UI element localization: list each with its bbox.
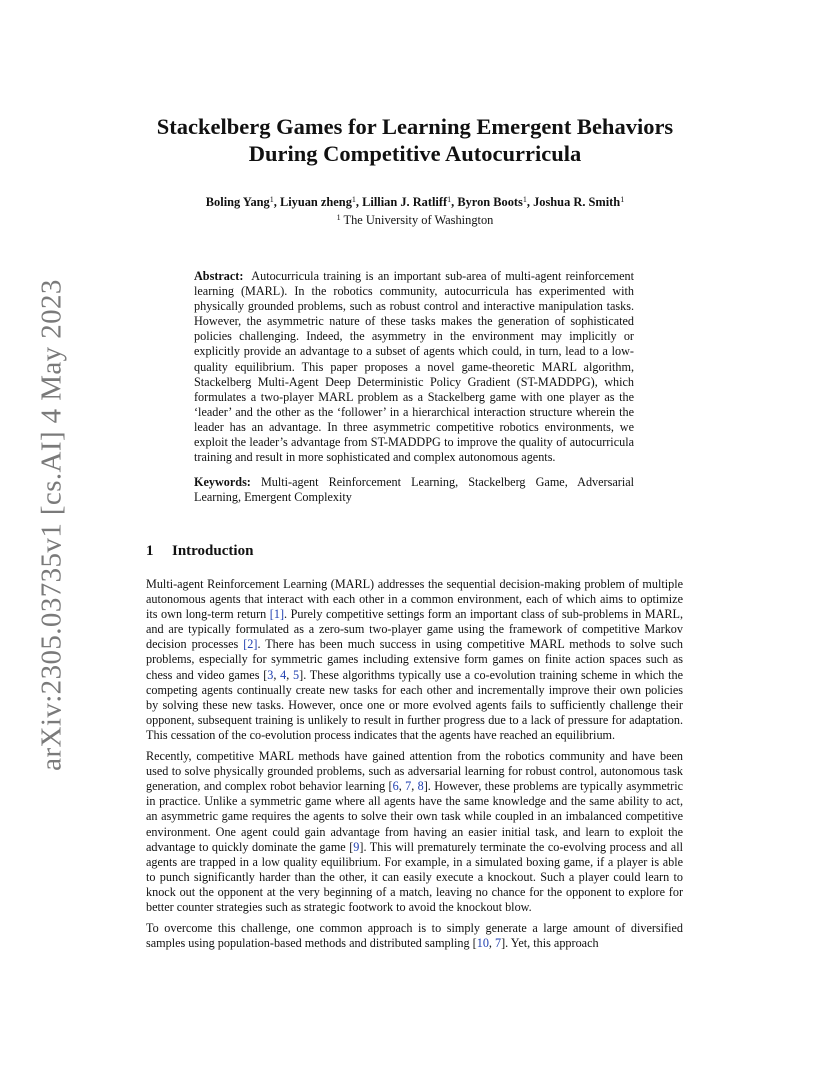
- citation-link[interactable]: 5: [293, 667, 300, 682]
- body-text-run: . Purely competitive settings form an important class of sub-problems in MARL, and are typically formulated as a zero-sum two-player game using the framework of competitive Markov decision processes: [146, 607, 683, 652]
- author-affiliation-mark: 1: [522, 195, 527, 204]
- body-text-run: ]. Yet, this approach: [501, 936, 599, 951]
- citation-link[interactable]: 8: [417, 779, 424, 794]
- section-title: Introduction: [172, 543, 254, 559]
- body-paragraph: [146, 921, 683, 951]
- title-line: During Competitive Autocurricula: [248, 141, 582, 166]
- body-text-run: Recently, competitive MARL methods have gained attention from the robotics community and have been used to solve physically grounded problems, such as adversarial learning for robust control, autonomous task generation, and complex robot behavior learning [: [146, 749, 683, 794]
- body-text-run: . There has been much success in using competitive MARL methods to solve such problems, especially for symmetric games including extensive form games on finite action spaces such as chess and video games [: [146, 637, 683, 682]
- author-name: Byron Boots$^1$,: [457, 195, 534, 209]
- author-name: Boling Yang$^1$,: [205, 195, 280, 209]
- citation-link[interactable]: 4: [280, 667, 287, 682]
- body-paragraph: [146, 577, 683, 743]
- citation-link[interactable]: 7: [495, 936, 502, 951]
- affiliation-text: The University of Washington: [340, 213, 494, 227]
- author-name: Lillian J. Ratliff$^1$,: [362, 195, 458, 209]
- citation-link[interactable]: 3: [267, 667, 274, 682]
- author-affiliation-mark: 1: [620, 195, 625, 204]
- author-affiliation-mark: 1: [351, 195, 356, 204]
- citation-link[interactable]: [1]: [269, 607, 285, 622]
- body-text-run: ]. These algorithms typically use a co-evolution training scheme in which the competing agents continually create new tasks for each other and incrementally improve their own policies by solving these new tasks. However, once one or more evolved agents fails to sufficiently challenge their opponent, subsequent training is unlikely to result in further progress due to a lack of pressure for adaptation. This cessation of the co-evolution process indicates that the agents have reached an equilibrium.: [146, 667, 683, 742]
- section-heading: [146, 543, 253, 560]
- author-affiliation-mark: 1: [269, 195, 274, 204]
- abstract-label: Abstract:: [194, 269, 244, 283]
- affiliation-mark: 1: [336, 213, 341, 222]
- arxiv-identifier: arXiv:2305.03735v1 [cs.AI] 4 May 2023: [35, 279, 68, 771]
- body-text-run: ,: [488, 936, 495, 951]
- citation-link[interactable]: 6: [392, 779, 399, 794]
- introduction-body: [146, 577, 683, 957]
- affiliation: [120, 210, 710, 228]
- citation-link[interactable]: 7: [405, 779, 412, 794]
- keywords-label: Keywords:: [194, 475, 251, 490]
- paper-title: [120, 113, 710, 167]
- author-affiliation-mark: 1: [447, 195, 452, 204]
- keywords-text: Multi-agent Reinforcement Learning, Stackelberg Game, Adversarial Learning, Emergent Complexity: [194, 475, 635, 505]
- citation-link[interactable]: [2]: [243, 637, 258, 652]
- body-text-run: ,: [398, 779, 406, 794]
- body-text-run: ]. This will prematurely terminate the co-evolving process and all agents are trapped in a low quality equilibrium. For example, in a simulated boxing game, if a player is able to punch significantly harder than the other, it can easily execute a knockout. Such a player could learn to knock out the opponent at the very beginning of a match, leaving no chance for the opponent to explore for better counter strategies such as strategic footwork to avoid the knockout blow.: [146, 839, 683, 914]
- abstract-text: Autocurricula training is an important sub-area of multi-agent reinforcement learning (MARL). In the robotics community, autocurricula has experimented with physically grounded problems, such as robust control and interactive manipulation tasks. However, the asymmetric nature of these tasks makes the generation of sophisticated policies challenging. Indeed, the asymmetry in the environment may implicitly or explicitly provide an advantage to a subset of agents which could, in turn, lead to a low-quality equilibrium. This paper proposes a novel game-theoretic MARL algorithm, Stackelberg Multi-Agent Deep Deterministic Policy Gradient (ST-MADDPG), which formulates a two-player MARL problem as a Stackelberg game with one player as the ‘leader’ and the other as the ‘follower’ in a hierarchical interaction structure wherein the leader has an advantage. In three asymmetric competitive robotics environments, we exploit the leader’s advantage from ST-MADDPG to improve the quality of autocurricula training and result in more sophisticated and complex autonomous agents.: [194, 269, 634, 465]
- citation-link[interactable]: 10: [476, 936, 489, 951]
- body-text-run: ]. However, these problems are typically asymmetric in practice. Unlike a symmetric game where all agents have the same knowledge and the same ability to act, an asymmetric game requires the agents to solve their own task while coupled in an imbalanced competitive environment. One agent could gain advantage from having an easier initial task, and learn to exploit the advantage to quickly dominate the game [: [146, 779, 684, 854]
- author-block: [120, 192, 710, 228]
- author-name: Joshua R. Smith$^1$: [533, 195, 625, 209]
- author-name: Liyuan zheng$^1$,: [279, 195, 363, 209]
- body-text-run: ,: [273, 667, 281, 682]
- body-text-run: Multi-agent Reinforcement Learning (MARL) addresses the sequential decision-making problem of multiple autonomous agents that interact with each other in a common environment, each of which aims to optimize its own long-term return: [146, 577, 683, 622]
- abstract-paragraph: [194, 269, 634, 465]
- author-list: [206, 195, 624, 209]
- section-number: 1: [146, 543, 154, 559]
- citation-link[interactable]: 9: [353, 839, 360, 854]
- body-text-run: ,: [286, 667, 294, 682]
- abstract: [194, 269, 634, 515]
- body-text-run: To overcome this challenge, one common approach is to simply generate a large amount of diversified samples using population-based methods and distributed sampling [: [146, 921, 683, 951]
- title-line: Stackelberg Games for Learning Emergent Behaviors: [156, 114, 674, 139]
- keywords-paragraph: [194, 475, 634, 505]
- body-text-run: ,: [411, 779, 418, 794]
- body-paragraph: [146, 749, 683, 915]
